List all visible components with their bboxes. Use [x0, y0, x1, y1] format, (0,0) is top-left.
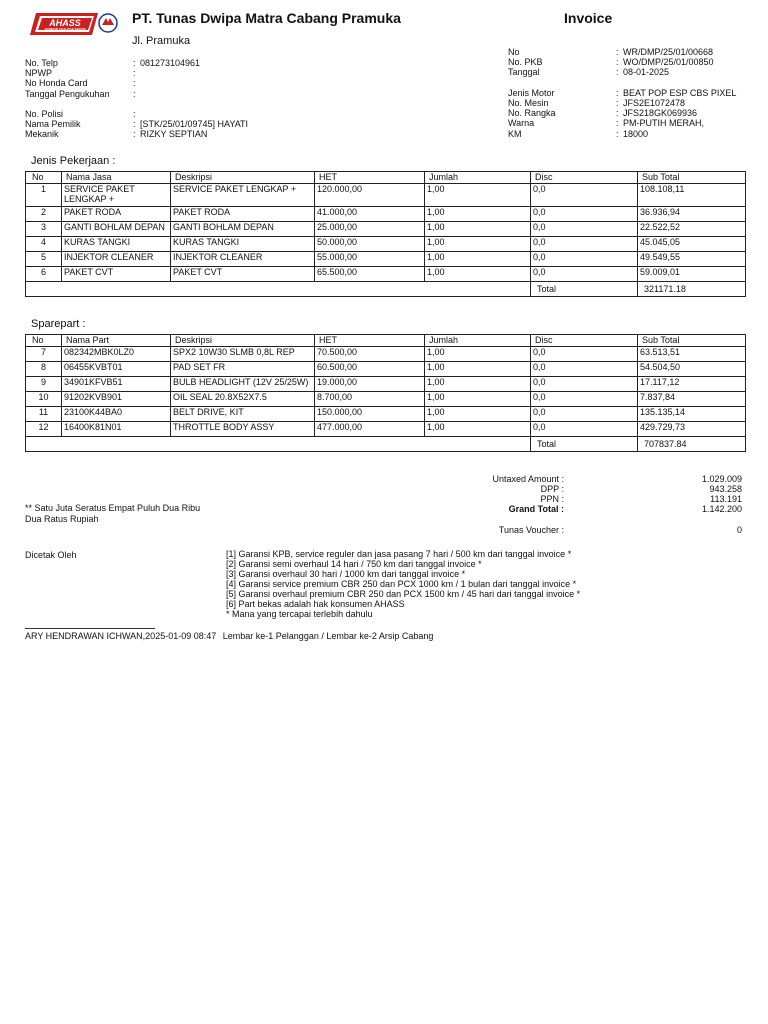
cell-desc: BULB HEADLIGHT (12V 25/25W): [171, 377, 315, 392]
info-row: [508, 57, 736, 67]
col-subtotal: Sub Total: [638, 172, 746, 184]
info-row: [508, 67, 736, 77]
cell-subtotal: 108.108,11: [638, 184, 746, 207]
cell-no: 8: [26, 362, 62, 377]
info-colon: :: [616, 118, 619, 129]
col-qty: Jumlah: [425, 172, 531, 184]
cell-subtotal: 54.504,50: [638, 362, 746, 377]
parts-section-label: Sparepart :: [31, 318, 86, 330]
cell-het: 50.000,00: [315, 237, 425, 252]
col-disc: Disc: [531, 335, 638, 347]
info-value: JFS2E1072478: [623, 97, 686, 108]
info-key: No Honda Card: [25, 78, 88, 89]
grand-total-label: Grand Total :: [508, 504, 564, 514]
cell-disc: 0,0: [531, 267, 638, 282]
copies-note: Lembar ke-1 Pelanggan / Lembar ke-2 Arsip Cabang: [222, 631, 434, 641]
cell-desc: PAKET CVT: [171, 267, 315, 282]
cell-qty: 1,00: [425, 392, 531, 407]
col-qty: Jumlah: [425, 335, 531, 347]
table-row: [26, 392, 746, 407]
cell-disc: 0,0: [531, 207, 638, 222]
warranty-note: [6] Part bekas adalah hak konsumen AHASS: [226, 599, 405, 609]
jobs-total-label: Total: [531, 282, 638, 297]
info-colon: :: [616, 108, 619, 119]
info-colon: :: [133, 119, 136, 130]
info-value: 18000: [623, 128, 649, 139]
amount-in-words: ** Satu Juta Seratus Empat Puluh Dua Ribu Dua Ratus Rupiah: [25, 503, 201, 524]
cell-no: 12: [26, 422, 62, 437]
cell-het: 477.000,00: [315, 422, 425, 437]
info-colon: :: [616, 128, 619, 139]
col-het: HET: [315, 335, 425, 347]
info-key: Jenis Motor: [508, 87, 555, 98]
cell-qty: 1,00: [425, 377, 531, 392]
total-spacer: [26, 437, 531, 452]
untaxed-value: 1.029.009: [701, 474, 742, 484]
cell-name: INJEKTOR CLEANER: [62, 252, 171, 267]
info-value: WO/DMP/25/01/00850: [623, 57, 714, 68]
info-colon: :: [616, 57, 619, 68]
info-key: KM: [508, 128, 522, 139]
cell-subtotal: 7.837,84: [638, 392, 746, 407]
cell-disc: 0,0: [531, 377, 638, 392]
jobs-total-row: [26, 282, 746, 297]
info-value: WR/DMP/25/01/00668: [623, 47, 714, 57]
info-colon: :: [616, 97, 619, 108]
printed-by-label: Dicetak Oleh: [25, 550, 77, 560]
info-value: [STK/25/01/09745] HAYATI: [140, 119, 249, 130]
col-no: No: [26, 335, 62, 347]
table-row: [26, 407, 746, 422]
ppn-label: PPN :: [540, 494, 564, 504]
cell-subtotal: 59.009,01: [638, 267, 746, 282]
cell-desc: SERVICE PAKET LENGKAP +: [171, 184, 315, 207]
info-colon: :: [133, 68, 136, 79]
cell-desc: THROTTLE BODY ASSY: [171, 422, 315, 437]
cell-no: 11: [26, 407, 62, 422]
parts-header-row: [26, 335, 746, 347]
col-subtotal: Sub Total: [638, 335, 746, 347]
info-row: [25, 99, 248, 109]
info-colon: :: [133, 88, 136, 99]
untaxed-label: Untaxed Amount :: [492, 474, 564, 484]
footer-line: [25, 631, 437, 641]
cell-disc: 0,0: [531, 407, 638, 422]
cell-het: 65.500,00: [315, 267, 425, 282]
jobs-header-row: [26, 172, 746, 184]
cell-name: PAKET RODA: [62, 207, 171, 222]
info-row: [25, 129, 248, 139]
dpp-value: 943.258: [709, 484, 742, 494]
cell-het: 19.000,00: [315, 377, 425, 392]
cell-het: 70.500,00: [315, 347, 425, 362]
cell-disc: 0,0: [531, 392, 638, 407]
total-spacer: [26, 282, 531, 297]
info-row: [25, 89, 248, 99]
info-colon: :: [133, 78, 136, 89]
cell-het: 60.500,00: [315, 362, 425, 377]
cell-name: KURAS TANGKI: [62, 237, 171, 252]
table-row: [26, 252, 746, 267]
info-key: Tanggal: [508, 67, 540, 78]
cell-subtotal: 429.729,73: [638, 422, 746, 437]
info-colon: :: [133, 129, 136, 140]
cell-no: 4: [26, 237, 62, 252]
col-disc: Disc: [531, 172, 638, 184]
info-row: [508, 118, 736, 128]
info-colon: :: [616, 47, 619, 57]
cell-desc: SPX2 10W30 SLMB 0,8L REP: [171, 347, 315, 362]
cell-subtotal: 45.045,05: [638, 237, 746, 252]
cell-name: PAKET CVT: [62, 267, 171, 282]
info-value: BEAT POP ESP CBS PIXEL: [623, 87, 737, 98]
cell-name: 16400K81N01: [62, 422, 171, 437]
cell-het: 120.000,00: [315, 184, 425, 207]
cell-qty: 1,00: [425, 347, 531, 362]
parts-total-value: 707837.84: [638, 437, 746, 452]
col-desc: Deskripsi: [171, 172, 315, 184]
table-row: [26, 377, 746, 392]
info-row: [25, 109, 248, 119]
cell-no: 5: [26, 252, 62, 267]
cell-disc: 0,0: [531, 252, 638, 267]
info-colon: :: [133, 58, 136, 68]
printed-by-name: ARY HENDRAWAN ICHWAN,2025-01-09 08:47: [25, 631, 217, 641]
cell-disc: 0,0: [531, 362, 638, 377]
info-key: Mekanik: [25, 129, 59, 140]
grand-total-value: 1.142.200: [701, 504, 742, 514]
info-key: No. PKB: [508, 57, 543, 68]
warranty-note: [2] Garansi semi overhaul 14 hari / 750 km dari tanggal invoice *: [226, 559, 482, 569]
cell-desc: PAKET RODA: [171, 207, 315, 222]
cell-het: 150.000,00: [315, 407, 425, 422]
info-key: Warna: [508, 118, 535, 129]
info-row: [25, 68, 248, 78]
warranty-note: [4] Garansi service premium CBR 250 dan PCX 1000 km / 1 bulan dari tanggal invoice *: [226, 579, 577, 589]
cell-name: SERVICE PAKET LENGKAP +: [62, 184, 171, 207]
cell-name: 06455KVBT01: [62, 362, 171, 377]
cell-no: 2: [26, 207, 62, 222]
info-key: No. Mesin: [508, 97, 549, 108]
col-name: Nama Part: [62, 335, 171, 347]
cell-desc: BELT DRIVE, KIT: [171, 407, 315, 422]
cell-het: 41.000,00: [315, 207, 425, 222]
info-row: [508, 88, 736, 98]
cell-desc: GANTI BOHLAM DEPAN: [171, 222, 315, 237]
cell-disc: 0,0: [531, 184, 638, 207]
table-row: [26, 222, 746, 237]
table-row: [26, 347, 746, 362]
info-row: [25, 58, 248, 68]
cell-qty: 1,00: [425, 362, 531, 377]
info-key: Nama Pemilik: [25, 119, 81, 130]
table-row: [26, 362, 746, 377]
customer-info: [25, 58, 248, 140]
info-colon: :: [616, 67, 619, 78]
cell-name: 23100K44BA0: [62, 407, 171, 422]
info-key: No. Polisi: [25, 108, 64, 119]
jobs-section-label: Jenis Pekerjaan :: [31, 155, 116, 167]
cell-qty: 1,00: [425, 207, 531, 222]
cell-disc: 0,0: [531, 347, 638, 362]
parts-total-row: [26, 437, 746, 452]
signature-line: [25, 628, 155, 629]
cell-subtotal: 135.135,14: [638, 407, 746, 422]
cell-subtotal: 49.549,55: [638, 252, 746, 267]
company-address: Jl. Pramuka: [132, 35, 191, 47]
voucher-label: Tunas Voucher :: [498, 525, 564, 535]
cell-disc: 0,0: [531, 422, 638, 437]
info-row: [508, 78, 736, 88]
warranty-note: [5] Garansi overhaul premium CBR 250 dan PCX 1500 km / 45 hari dari tanggal invoice *: [226, 589, 581, 599]
cell-qty: 1,00: [425, 407, 531, 422]
warranty-note: [1] Garansi KPB, service reguler dan jasa pasang 7 hari / 500 km dari tanggal invoice *: [226, 549, 572, 559]
cell-desc: KURAS TANGKI: [171, 237, 315, 252]
info-value: JFS218GK069936: [623, 108, 698, 119]
info-value: RIZKY SEPTIAN: [140, 129, 208, 140]
jobs-total-value: 321171.18: [638, 282, 746, 297]
ppn-value: 113.191: [710, 494, 742, 504]
table-row: [26, 237, 746, 252]
cell-no: 9: [26, 377, 62, 392]
document-title: Invoice: [564, 10, 613, 26]
company-name: PT. Tunas Dwipa Matra Cabang Pramuka: [132, 10, 401, 26]
cell-desc: INJEKTOR CLEANER: [171, 252, 315, 267]
cell-disc: 0,0: [531, 222, 638, 237]
col-no: No: [26, 172, 62, 184]
cell-qty: 1,00: [425, 422, 531, 437]
info-key: No. Rangka: [508, 108, 556, 119]
cell-subtotal: 63.513,51: [638, 347, 746, 362]
cell-qty: 1,00: [425, 267, 531, 282]
cell-desc: OIL SEAL 20.8X52X7.5: [171, 392, 315, 407]
cell-name: 91202KVB901: [62, 392, 171, 407]
info-value: 08-01-2025: [623, 67, 670, 78]
warranty-note: [3] Garansi overhaul 30 hari / 1000 km dari tanggal invoice *: [226, 569, 466, 579]
jobs-table: [25, 171, 746, 297]
logo-subtext: JAMINAN KUALITAS SERVIS: [44, 27, 86, 31]
col-name: Nama Jasa: [62, 172, 171, 184]
cell-name: GANTI BOHLAM DEPAN: [62, 222, 171, 237]
table-row: [26, 267, 746, 282]
invoice-info: [508, 47, 736, 139]
info-key: No. Telp: [25, 58, 58, 68]
cell-no: 7: [26, 347, 62, 362]
cell-subtotal: 17.117,12: [638, 377, 746, 392]
info-row: [508, 129, 736, 139]
logo-text: AHASS: [49, 18, 81, 28]
col-het: HET: [315, 172, 425, 184]
info-row: [508, 47, 736, 57]
cell-disc: 0,0: [531, 237, 638, 252]
warranty-note: * Mana yang tercapai terlebih dahulu: [226, 609, 373, 619]
cell-name: 082342MBK0LZ0: [62, 347, 171, 362]
cell-qty: 1,00: [425, 184, 531, 207]
cell-no: 6: [26, 267, 62, 282]
info-colon: :: [133, 108, 136, 119]
info-colon: :: [616, 87, 619, 98]
dpp-label: DPP :: [540, 484, 564, 494]
cell-qty: 1,00: [425, 222, 531, 237]
info-key: NPWP: [25, 68, 52, 79]
ahass-logo: [28, 9, 120, 39]
cell-name: 34901KFVB51: [62, 377, 171, 392]
cell-het: 55.000,00: [315, 252, 425, 267]
info-key: No: [508, 47, 520, 57]
cell-het: 25.000,00: [315, 222, 425, 237]
info-row: [508, 98, 736, 108]
parts-total-label: Total: [531, 437, 638, 452]
table-row: [26, 207, 746, 222]
info-row: [508, 108, 736, 118]
info-key: Tanggal Pengukuhan: [25, 88, 110, 99]
cell-no: 1: [26, 184, 62, 207]
cell-het: 8.700,00: [315, 392, 425, 407]
cell-desc: PAD SET FR: [171, 362, 315, 377]
cell-no: 3: [26, 222, 62, 237]
cell-no: 10: [26, 392, 62, 407]
info-row: [25, 78, 248, 88]
warranty-notes: [226, 549, 580, 619]
info-value: PM-PUTIH MERAH,: [623, 118, 704, 129]
table-row: [26, 184, 746, 207]
voucher-value: 0: [736, 525, 742, 535]
cell-subtotal: 36.936,94: [638, 207, 746, 222]
cell-qty: 1,00: [425, 252, 531, 267]
cell-subtotal: 22.522,52: [638, 222, 746, 237]
info-value: 081273104961: [140, 58, 201, 68]
table-row: [26, 422, 746, 437]
info-row: [25, 119, 248, 129]
parts-table: [25, 334, 746, 452]
cell-qty: 1,00: [425, 237, 531, 252]
col-desc: Deskripsi: [171, 335, 315, 347]
